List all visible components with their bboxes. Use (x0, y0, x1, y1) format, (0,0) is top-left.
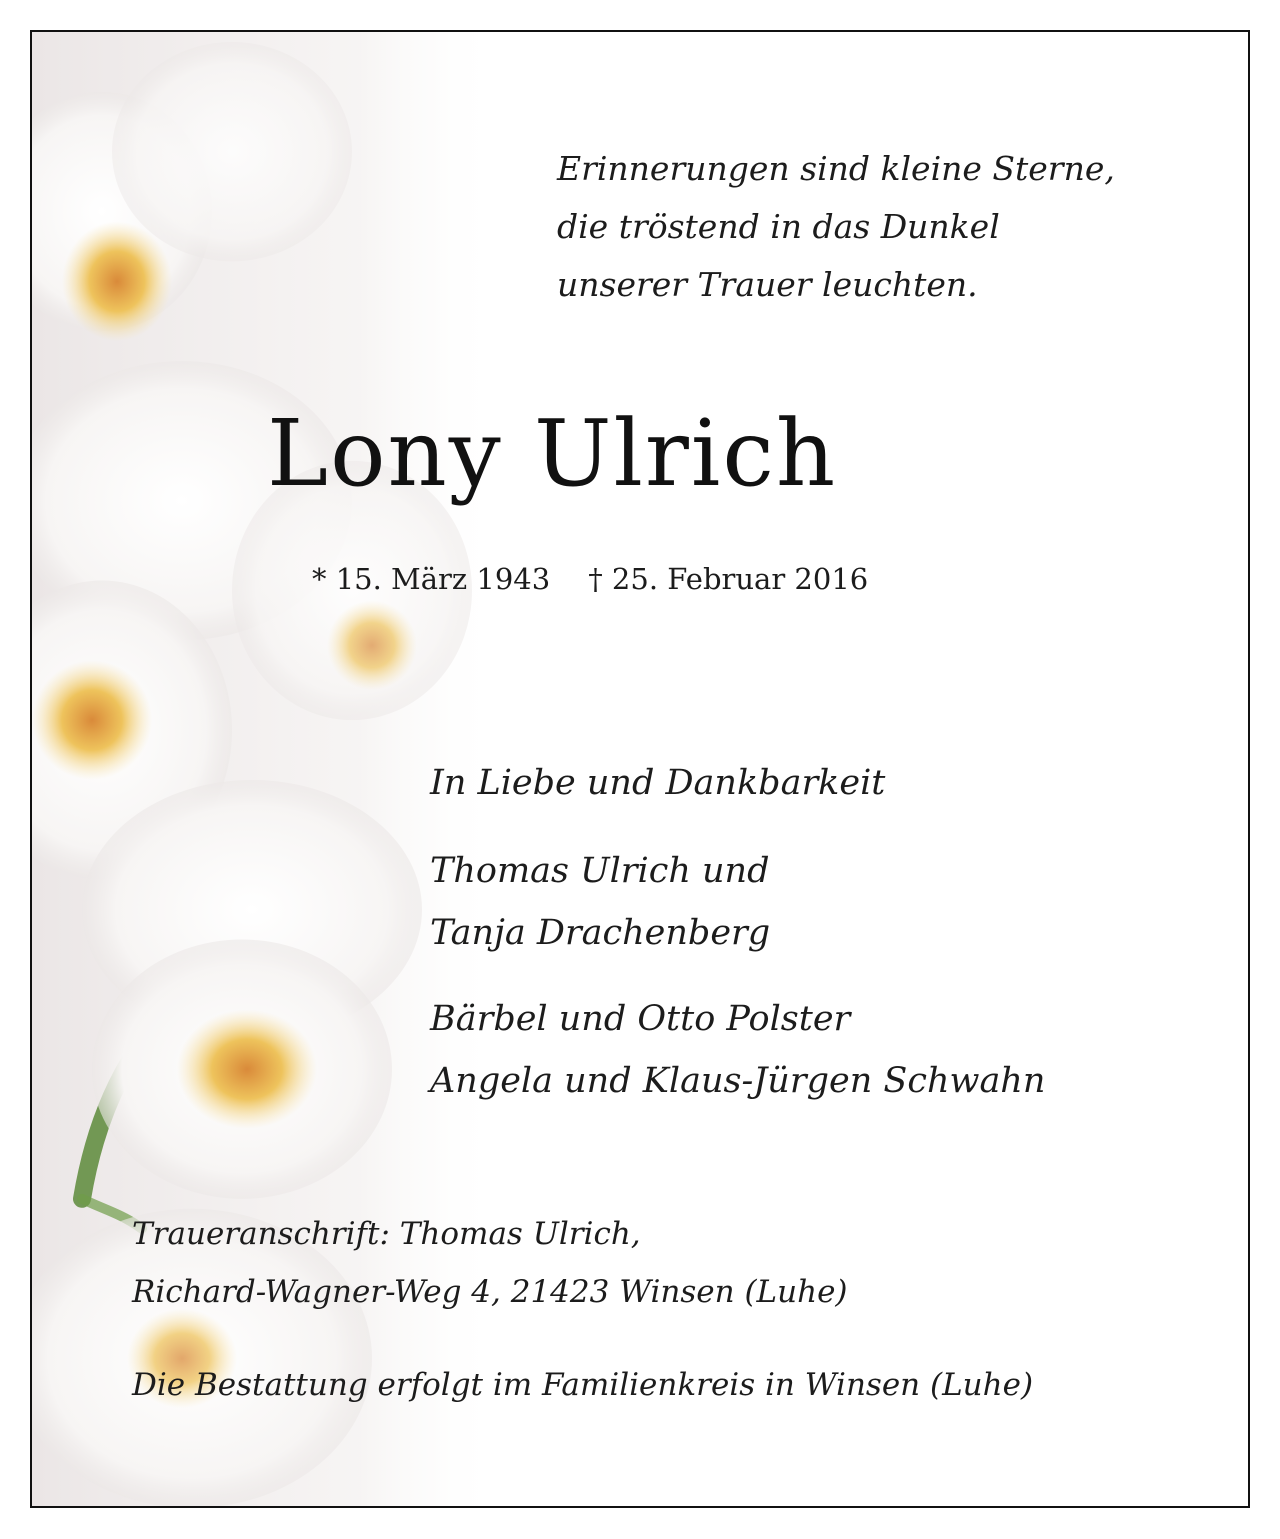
mourning-address (132, 1205, 848, 1321)
mourner-line: Bärbel und Otto Polster (430, 999, 851, 1039)
address-line: Traueranschrift: Thomas Ulrich, (132, 1216, 641, 1252)
mourner-line: Angela und Klaus-Jürgen Schwahn (430, 1061, 1046, 1101)
life-dates (312, 562, 868, 596)
quote-line: Erinnerungen sind kleine Sterne, (557, 149, 1115, 188)
address-line: Richard-Wagner-Weg 4, 21423 Winsen (Luhe) (132, 1274, 848, 1310)
mourners-intro: In Liebe und Dankbarkeit (430, 763, 886, 803)
mourners-group (430, 988, 1045, 1112)
memorial-quote (557, 140, 1115, 314)
deceased-name: Lony Ulrich (267, 400, 838, 507)
mourners-group (430, 840, 770, 964)
death-date: † 25. Februar 2016 (588, 562, 869, 596)
obituary-frame (30, 30, 1250, 1508)
quote-line: die tröstend in das Dunkel (557, 207, 1000, 246)
quote-line: unserer Trauer leuchten. (557, 265, 978, 304)
mourner-line: Tanja Drachenberg (430, 913, 771, 953)
burial-note: Die Bestattung erfolgt im Familienkreis in Winsen (Luhe) (132, 1367, 1034, 1403)
mourner-line: Thomas Ulrich und (430, 851, 770, 891)
birth-date: * 15. März 1943 (312, 562, 551, 596)
